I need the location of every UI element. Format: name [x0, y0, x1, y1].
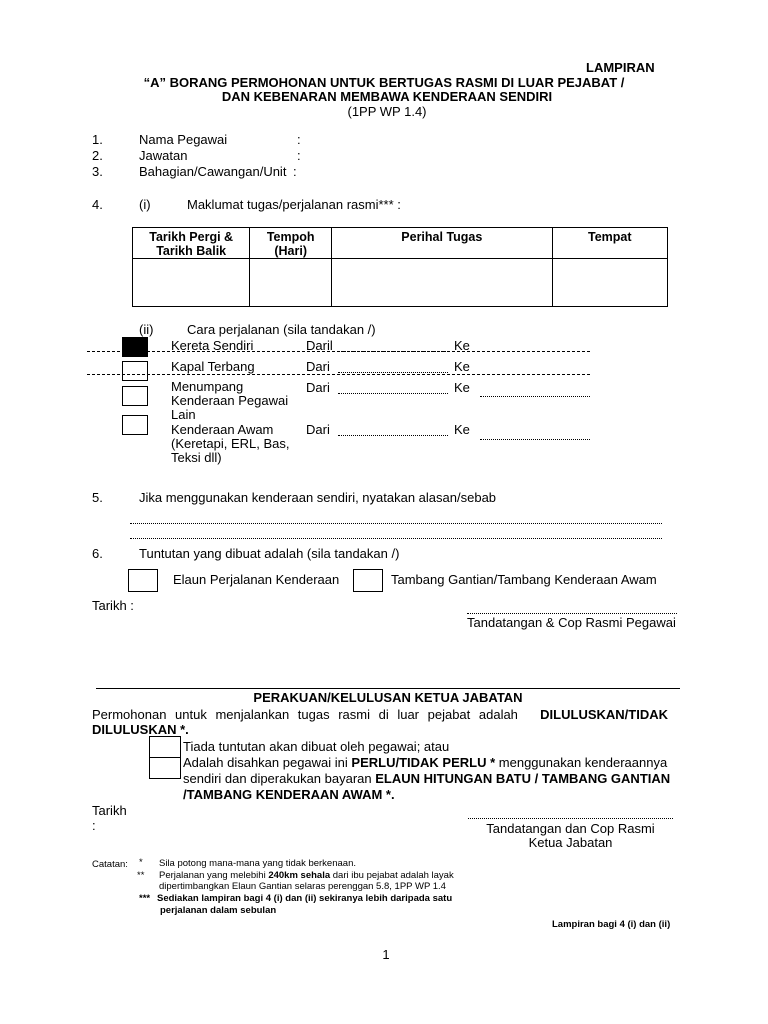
option-elaun-perjalanan: Elaun Perjalanan Kenderaan	[173, 572, 340, 587]
signature-label-ketua-line1: Tandatangan dan Cop Rasmi	[486, 821, 655, 836]
field-label: Bahagian/Cawangan/Unit	[139, 164, 287, 179]
section4-number: 4.	[92, 197, 103, 212]
mode-label: Menumpang	[171, 379, 244, 394]
mode-label: Teksi dll)	[171, 450, 222, 465]
table-cell-tempat[interactable]	[552, 259, 667, 307]
mode-ke: Ke	[454, 338, 470, 353]
catatan-label: Catatan:	[92, 859, 128, 870]
alasan-line-2[interactable]	[130, 538, 662, 539]
header-line: (Hari)	[274, 244, 308, 258]
lampiran-note: Lampiran bagi 4 (i) dan (ii)	[552, 919, 671, 930]
field-label: Jawatan	[139, 148, 188, 163]
mode-ke: Ke	[454, 422, 470, 437]
lampiran-label: LAMPIRAN	[586, 60, 655, 75]
approval-decision-line2: DILULUSKAN *.	[92, 722, 189, 737]
section5-label: Jika menggunakan kenderaan sendiri, nyatakan alasan/sebab	[139, 490, 497, 505]
mode-label: (Keretapi, ERL, Bas,	[171, 436, 290, 451]
table-cell-tarikh[interactable]	[133, 259, 250, 307]
option-tambang-gantian: Tambang Gantian/Tambang Kenderaan Awam	[391, 572, 657, 587]
header-line: Tarikh Pergi &	[149, 230, 234, 244]
checkbox-kereta-sendiri[interactable]	[122, 337, 148, 357]
section4-sub-ii: (ii)	[139, 322, 154, 337]
checkbox-menumpang[interactable]	[122, 386, 148, 406]
header-line: Perihal Tugas	[401, 230, 483, 244]
field-number: 2.	[92, 148, 103, 163]
checkbox-kapal-terbang[interactable]	[122, 361, 148, 381]
signature-label-ketua-line2: Ketua Jabatan	[528, 835, 613, 850]
option-bold: ELAUN HITUNGAN BATU / TAMBANG GANTIAN	[375, 771, 671, 786]
field-colon: :	[297, 132, 301, 147]
mode-label: Kereta Sendiri	[171, 338, 254, 353]
ke-line[interactable]	[480, 396, 590, 397]
table-cell-perihal[interactable]	[332, 259, 553, 307]
ke-line[interactable]	[480, 439, 590, 440]
note-text: dari ibu pejabat adalah layak	[332, 870, 454, 881]
signature-line-ketua[interactable]	[468, 818, 673, 819]
option-bold: PERLU/TIDAK PERLU *	[351, 755, 496, 770]
section4-label-ii: Cara perjalanan (sila tandakan /)	[187, 322, 376, 337]
approval-text: Permohonan untuk menjalankan tugas rasmi di luar pejabat adalah	[92, 707, 518, 722]
note-text: Perjalanan yang melebihi	[159, 870, 266, 881]
note2-text-line2: dipertimbangkan Elaun Gantian selaras perenggan 5.8, 1PP WP 1.4	[159, 881, 446, 892]
section6-number: 6.	[92, 546, 103, 561]
header-line: Tempat	[588, 230, 632, 244]
field-colon: :	[297, 148, 301, 163]
option-disahkan-line1	[183, 755, 667, 770]
form-reference: (1PP WP 1.4)	[347, 104, 427, 119]
field-label: Nama Pegawai	[139, 132, 228, 147]
header-line: Tempoh	[266, 230, 315, 244]
note1-text: Sila potong mana-mana yang tidak berkenaan.	[159, 858, 356, 869]
option-tiada-tuntutan: Tiada tuntutan akan dibuat oleh pegawai; atau	[183, 739, 450, 754]
mode-dari: Dari	[306, 422, 330, 437]
section4-sub-i: (i)	[139, 197, 151, 212]
note2-text-line1	[159, 870, 454, 881]
signature-label-pegawai: Tandatangan & Cop Rasmi Pegawai	[467, 615, 676, 630]
tugas-table	[132, 227, 668, 307]
option-disahkan-line3: /TAMBANG KENDERAAN AWAM *.	[183, 787, 395, 802]
mode-label: Lain	[171, 407, 196, 422]
approval-tarikh-colon: :	[92, 818, 96, 833]
dari-line[interactable]	[338, 351, 448, 352]
table-header-tarikh	[133, 228, 250, 259]
checkbox-disahkan[interactable]	[149, 757, 181, 779]
form-title-line1: “A” BORANG PERMOHONAN UNTUK BERTUGAS RASMI DI LUAR PEJABAT /	[143, 75, 625, 90]
alasan-line-1[interactable]	[130, 523, 662, 524]
field-colon: :	[293, 164, 297, 179]
mode-dari: Daril	[306, 338, 333, 353]
section4-label-i: Maklumat tugas/perjalanan rasmi*** :	[187, 197, 401, 212]
note3-text-line2: perjalanan dalam sebulan	[160, 905, 277, 916]
note1-mark: *	[139, 857, 143, 868]
note3-text-line1: Sediakan lampiran bagi 4 (i) dan (ii) sekiranya lebih daripada satu	[157, 893, 453, 904]
section6-label: Tuntutan yang dibuat adalah (sila tandakan /)	[139, 546, 400, 561]
mode-dari: Dari	[306, 359, 330, 374]
page-number: 1	[382, 947, 390, 962]
approval-paragraph-line1	[92, 707, 668, 722]
note2-mark: **	[137, 870, 145, 881]
mode-label: Kenderaan Awam	[171, 422, 274, 437]
mode-dari: Dari	[306, 380, 330, 395]
dari-line[interactable]	[338, 372, 448, 373]
form-title-line2: DAN KEBENARAN MEMBAWA KENDERAAN SENDIRI	[221, 89, 553, 104]
note-bold: 240km sehala	[268, 870, 331, 881]
dashed-line	[87, 374, 590, 375]
dari-line[interactable]	[338, 393, 448, 394]
table-row	[133, 259, 668, 307]
mode-ke: Ke	[454, 380, 470, 395]
field-number: 1.	[92, 132, 103, 147]
mode-label: Kenderaan Pegawai	[171, 393, 289, 408]
checkbox-kenderaan-awam[interactable]	[122, 415, 148, 435]
approval-decision: DILULUSKAN/TIDAK	[540, 707, 668, 722]
note3-mark: ***	[139, 893, 151, 904]
table-cell-tempoh[interactable]	[250, 259, 332, 307]
option-text: sendiri dan diperakukan bayaran	[183, 771, 372, 786]
section-divider	[96, 688, 680, 689]
option-text: menggunakan kenderaannya	[498, 755, 668, 770]
dari-line[interactable]	[338, 435, 448, 436]
table-header-tempoh	[250, 228, 332, 259]
option-disahkan-line2	[183, 771, 670, 786]
mode-ke: Ke	[454, 359, 470, 374]
checkbox-tiada-tuntutan[interactable]	[149, 736, 181, 758]
section5-number: 5.	[92, 490, 103, 505]
signature-line-pegawai[interactable]	[467, 613, 677, 614]
checkbox-elaun-perjalanan[interactable]	[128, 569, 158, 592]
table-header-perihal	[332, 228, 553, 259]
tarikh-label: Tarikh :	[92, 598, 134, 613]
option-text: Adalah disahkan pegawai ini	[183, 755, 348, 770]
approval-title: PERAKUAN/KELULUSAN KETUA JABATAN	[253, 690, 523, 705]
checkbox-tambang-gantian[interactable]	[353, 569, 383, 592]
header-line: Tarikh Balik	[156, 244, 227, 258]
mode-label: Kapal Terbang	[171, 359, 255, 374]
table-header-tempat	[552, 228, 667, 259]
approval-tarikh-label: Tarikh	[92, 803, 127, 818]
field-number: 3.	[92, 164, 103, 179]
